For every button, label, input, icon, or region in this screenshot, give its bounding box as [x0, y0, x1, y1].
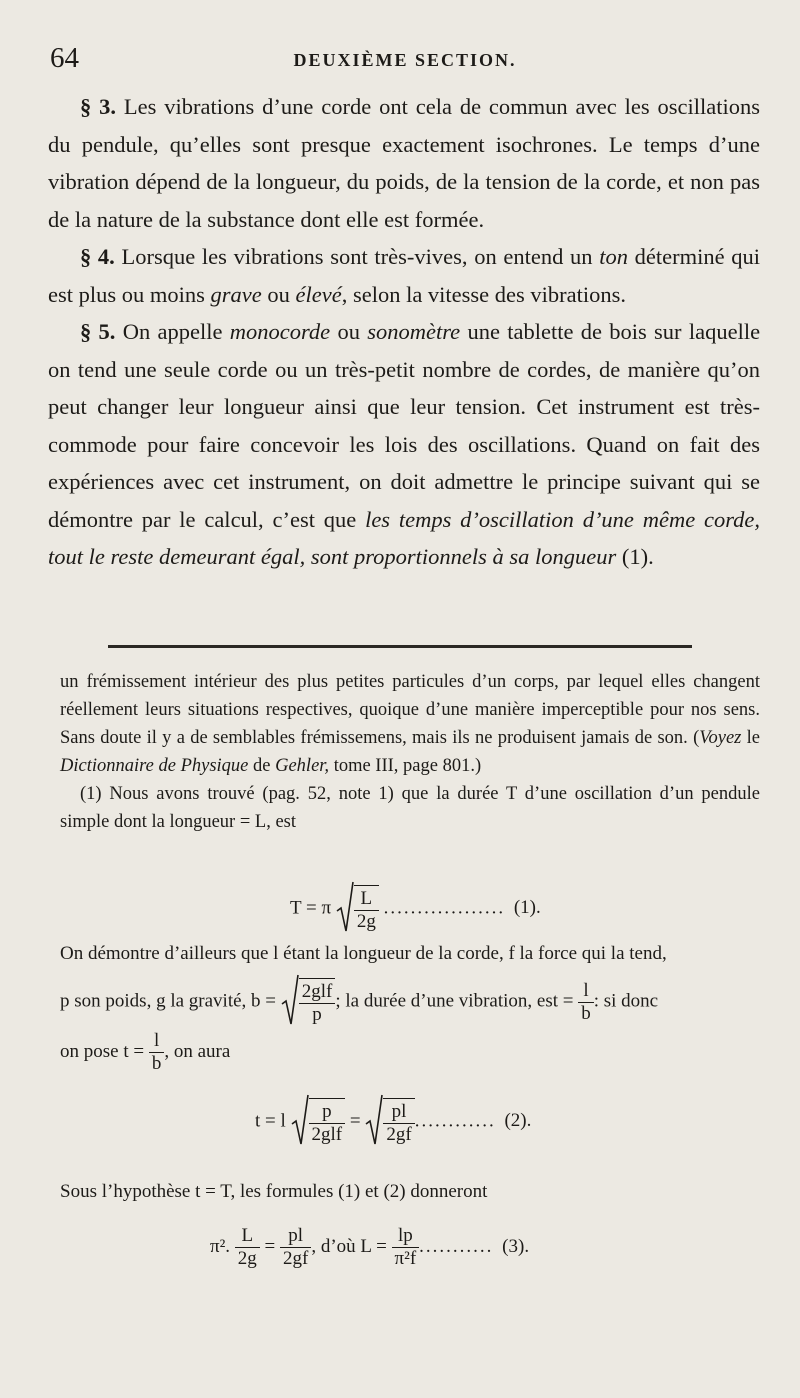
- formula-lhs: T = π: [290, 897, 332, 919]
- footnote-1: [60, 780, 760, 836]
- fraction-denominator: b: [151, 1053, 162, 1074]
- footnote-text: : si donc: [593, 990, 659, 1012]
- footnotes: [60, 668, 760, 836]
- paragraph-text: une tablette de bois sur laquelle on tend une seule corde ou un très-petit nombre de cordes, de manière qu’on peut changer leur longueur ainsi que leur tension. Cet instrument est très-commode pour faire concevoir les lois des oscillations. Quand on fait des expériences avec cet instrument, on doit admettre le principe suivant qui se démontre par le calcul, c’est que: [48, 319, 761, 532]
- term-monocorde: monocorde: [229, 319, 331, 344]
- leader-dots: ...........: [419, 1235, 494, 1257]
- paragraph-5: [48, 313, 760, 576]
- footnote-text: tome III, page 801.): [333, 756, 482, 776]
- fraction-numerator: p: [309, 1101, 346, 1124]
- formula-line-6: [60, 1178, 765, 1206]
- section-number: § 5.: [80, 319, 116, 344]
- footnote-text: le: [746, 728, 760, 748]
- term-eleve: élevé: [295, 281, 342, 307]
- principle-statement: les temps d’oscillation d’une même corde, tout le reste demeurant égal, sont proportionnels à sa longueur: [48, 506, 761, 569]
- main-text: [48, 88, 760, 576]
- footnote-text: , d’où L =: [311, 1235, 387, 1257]
- footnote-text: , on aura: [164, 1040, 231, 1062]
- footnote-continuation: [60, 668, 760, 780]
- footnote-rule: [108, 645, 692, 648]
- term-grave: grave: [210, 281, 262, 307]
- formula-lhs: t = l: [255, 1110, 286, 1132]
- page-header: [50, 42, 760, 78]
- paragraph-text: Lorsque les vibrations sont très-vives, on entend un: [121, 244, 593, 269]
- sqrt-sign: [281, 978, 336, 1026]
- sqrt-sign: [365, 1098, 414, 1146]
- fraction-denominator: b: [581, 1002, 591, 1024]
- term-ton: ton: [599, 244, 628, 269]
- footnote-text: ; la durée d’une vibration, est =: [335, 990, 574, 1012]
- paragraph-3: [48, 88, 760, 238]
- fraction-denominator: 2g: [237, 1248, 257, 1269]
- paragraph-text: ou: [267, 281, 290, 307]
- footnote-text: un frémissement intérieur des plus petites particules d’un corps, par lequel elles changent réellement leurs situations respectives, quoique d’une manière imperceptible pour nos sens. Sans doute il y a de semblables frémissemens, mais ils ne produisent jamais de son. (: [60, 672, 760, 748]
- fraction-denominator: 2g: [356, 911, 376, 932]
- fraction: [280, 1225, 311, 1270]
- footnote-italic: Gehler,: [275, 756, 330, 776]
- footnote-text: p son poids, g la gravité, b =: [60, 990, 276, 1012]
- fraction: [392, 1225, 420, 1270]
- equals-sign: =: [349, 1110, 361, 1132]
- equation-number: (1).: [513, 897, 541, 919]
- page-number: 64: [50, 42, 79, 74]
- fraction-denominator: π²f: [394, 1248, 417, 1269]
- fraction-denominator: 2gf: [386, 1124, 412, 1145]
- paragraph-text: déterminé qui est plus ou moins: [48, 244, 761, 307]
- formula-3: [210, 1225, 529, 1270]
- fraction-denominator: 2gf: [283, 1248, 309, 1269]
- fraction-denominator: p: [312, 1004, 322, 1025]
- fraction-numerator: l: [578, 980, 594, 1003]
- formula-line-3: [60, 978, 770, 1026]
- formula-line-4: [60, 1030, 230, 1075]
- fraction-denominator: 2glf: [311, 1124, 343, 1145]
- footnote-text: On démontre d’ailleurs que l étant la longueur de la corde, f la force qui la tend,: [60, 943, 667, 964]
- fraction-numerator: pl: [383, 1101, 414, 1124]
- footnote-text: Sous l’hypothèse t = T, les formules (1) et (2) donneront: [60, 1181, 488, 1202]
- formula-line-2: [60, 940, 765, 968]
- paragraph-text: On appelle: [122, 319, 223, 344]
- formula-lhs: π².: [210, 1235, 231, 1257]
- leader-dots: ..................: [383, 897, 506, 919]
- footnote-ref: (1).: [621, 544, 654, 569]
- equals-sign: =: [264, 1235, 276, 1257]
- fraction: [235, 1225, 260, 1270]
- fraction-numerator: l: [149, 1030, 165, 1053]
- term-sonometre: sonomètre: [367, 319, 461, 344]
- sqrt-sign: [336, 885, 379, 933]
- fraction: [578, 980, 594, 1025]
- fraction: [149, 1030, 165, 1075]
- paragraph-text: , selon la vitesse des vibrations.: [341, 281, 627, 307]
- formula-2: [255, 1098, 531, 1146]
- equation-number: (3).: [502, 1235, 530, 1257]
- section-number: § 4.: [80, 244, 115, 269]
- section-number: § 3.: [80, 94, 117, 119]
- leader-dots: ............: [414, 1110, 496, 1132]
- running-title: DEUXIÈME SECTION.: [293, 50, 517, 70]
- paragraph-text: ou: [337, 319, 360, 344]
- fraction-numerator: L: [235, 1225, 260, 1248]
- fraction-numerator: pl: [280, 1225, 311, 1248]
- sqrt-sign: [291, 1098, 346, 1146]
- footnote-italic: Voyez: [699, 728, 742, 748]
- paragraph-text: Les vibrations d’une corde ont cela de commun avec les oscillations du pendule, qu’elles sont presque exactement isochrones. Le temps d’une vibration dépend de la longueur, du poids, de la tension de la corde, et non pas de la nature de la substance dont elle est formée.: [48, 94, 761, 232]
- fraction-numerator: L: [354, 888, 379, 911]
- footnote-text: on pose t =: [60, 1040, 145, 1062]
- footnote-text: (1) Nous avons trouvé (pag. 52, note 1) que la durée T d’une oscillation d’un pendule simple dont la longueur = L, est: [60, 784, 760, 832]
- paragraph-4: [48, 238, 760, 313]
- footnote-text: de: [253, 756, 271, 776]
- fraction-numerator: 2glf: [299, 981, 336, 1004]
- footnote-italic: Dictionnaire de Physique: [60, 756, 249, 776]
- equation-number: (2).: [504, 1110, 532, 1132]
- fraction-numerator: lp: [392, 1225, 420, 1248]
- formula-1: [290, 885, 541, 933]
